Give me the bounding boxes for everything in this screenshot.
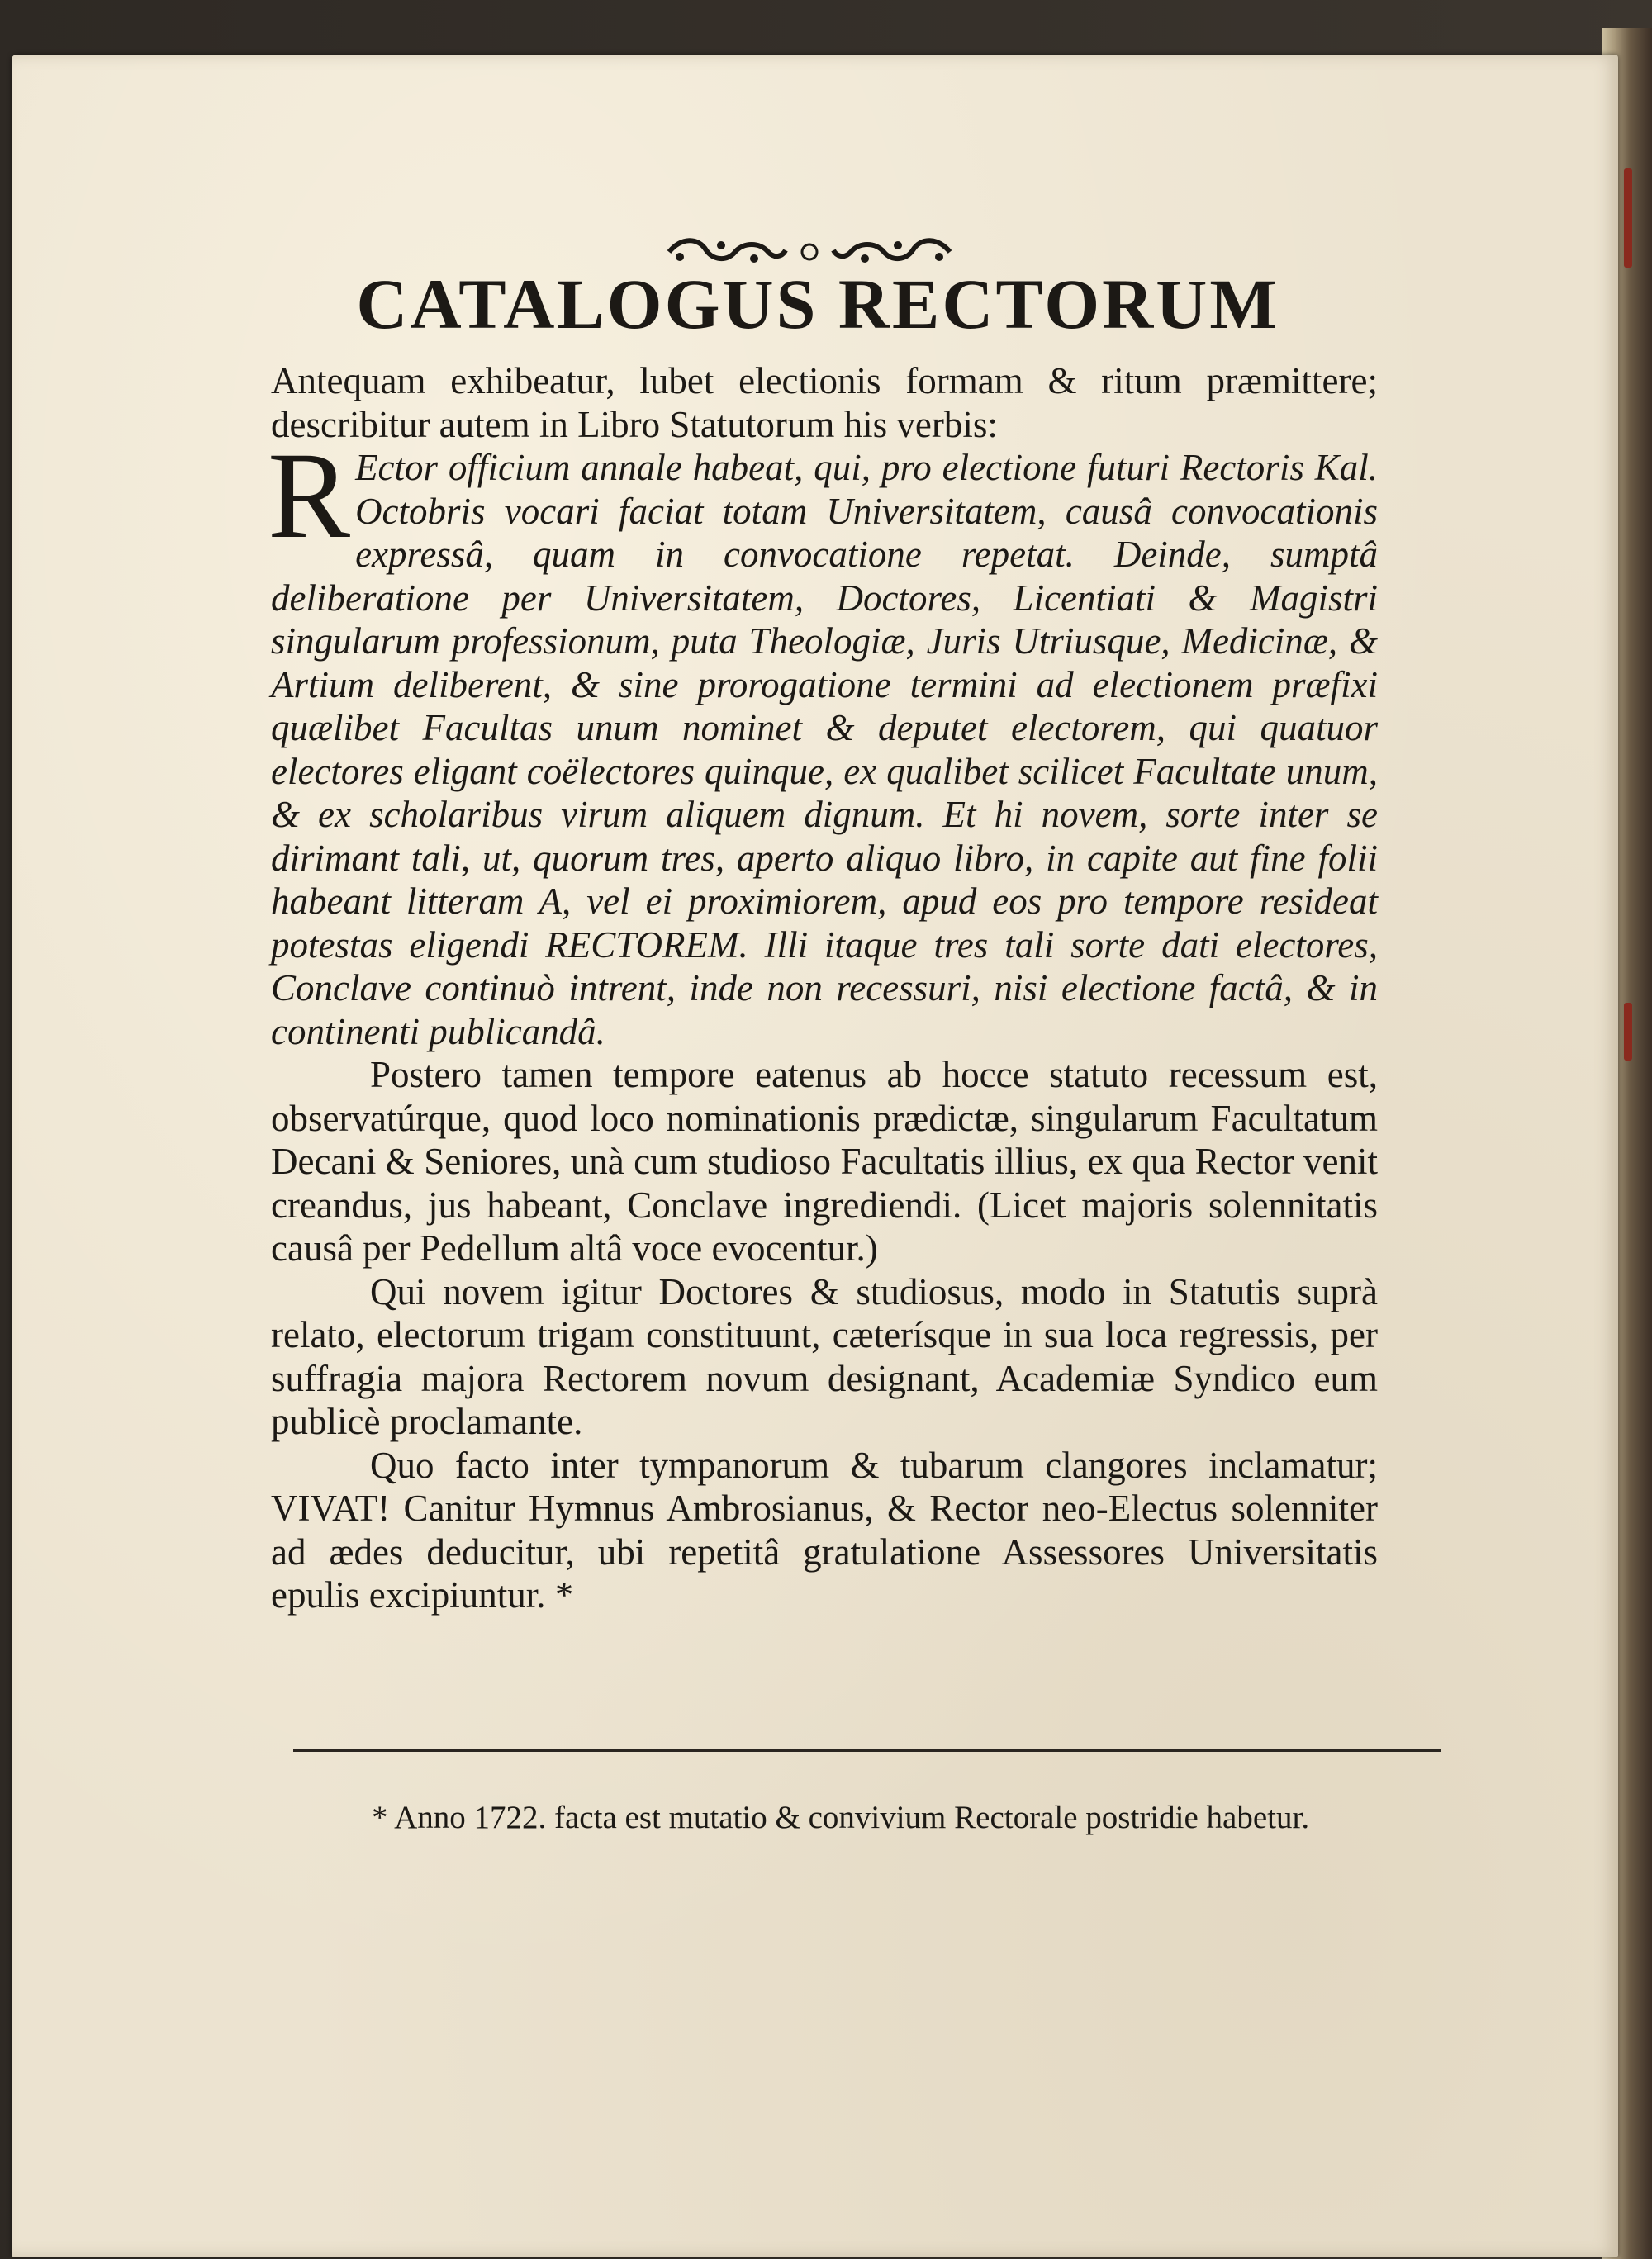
intro-paragraph: Antequam exhibeatur, lubet electionis formam & ritum præmittere; describitur autem in Libro Statutorum his verbis: [271,360,1378,445]
page-body [268,359,1378,1617]
footnote-rule [293,1749,1441,1752]
drop-cap: R [268,427,351,564]
statute-quote [268,427,1378,1053]
paragraph: Qui novem igitur Doctores & studiosus, modo in Statutis suprà relato, electorum trigam constituunt, cæterísque in sua loca regressis, per suffragia majora Rectorem novum designant, Academiæ Syndico eum publicè proclamante. [271,1270,1378,1442]
red-edge-mark [1624,168,1632,268]
page-title: CATALOGUS RECTORUM [356,264,1279,344]
footnote: * Anno 1722. facta est mutatio & convivium Rectorale postridie habetur. [372,1800,1310,1835]
paragraph: Postero tamen tempore eatenus ab hocce statuto recessum est, observatúrque, quod loco nominationis prædictæ, singularum Facultatum Decani & Seniores, unà cum studioso Facultatis illius, ex qua Rector venit creandus, jus habeant, Conclave ingrediendi. (Licet majoris solennitatis causâ per Pedellum altâ voce evocentur.) [271,1054,1378,1269]
red-edge-mark [1624,1003,1632,1061]
paragraph: Quo facto inter tympanorum & tubarum clangores inclamatur; VIVAT! Canitur Hymnus Ambrosianus, & Rector neo-Electus solenniter ad ædes deducitur, ubi repetitâ gratulatione Assessores Universitatis epulis excipiuntur. * [271,1444,1378,1616]
center-circle-icon [797,240,822,264]
statute-text: Ector officium annale habeat, qui, pro electione futuri Rectoris Kal. Octobris vocari faciat totam Universitatem, causâ convocationis expressâ, quam in convocatione repetat. Deinde, sumptâ deliberatione per Universitatem, Doctores, Licentiati & Magistri singularum professionum, puta Theologiæ, Juris Utriusque, Medicinæ, & Artium deliberent, & sine prorogatione termini ad electionem præfixi quælibet Facultas unum nominet & deputet electorem, qui quatuor electores eligant coëlectores quinque, ex qualibet scilicet Facultate unum, & ex scholaribus virum aliquem dignum. Et hi novem, sorte inter se dirimant tali, ut, quorum tres, aperto aliquo libro, in capite aut fine folii habeant litteram A, vel ei proximiorem, apud eos pro tempore resideat potestas eligendi RECTOREM. Illi itaque tres tali sorte dati electores, Conclave continuò intrent, inde non recessuri, nisi electione factâ, & in continenti publicandâ. [271,447,1378,1052]
left-flourish-icon [665,235,789,268]
right-flourish-icon [830,235,954,268]
